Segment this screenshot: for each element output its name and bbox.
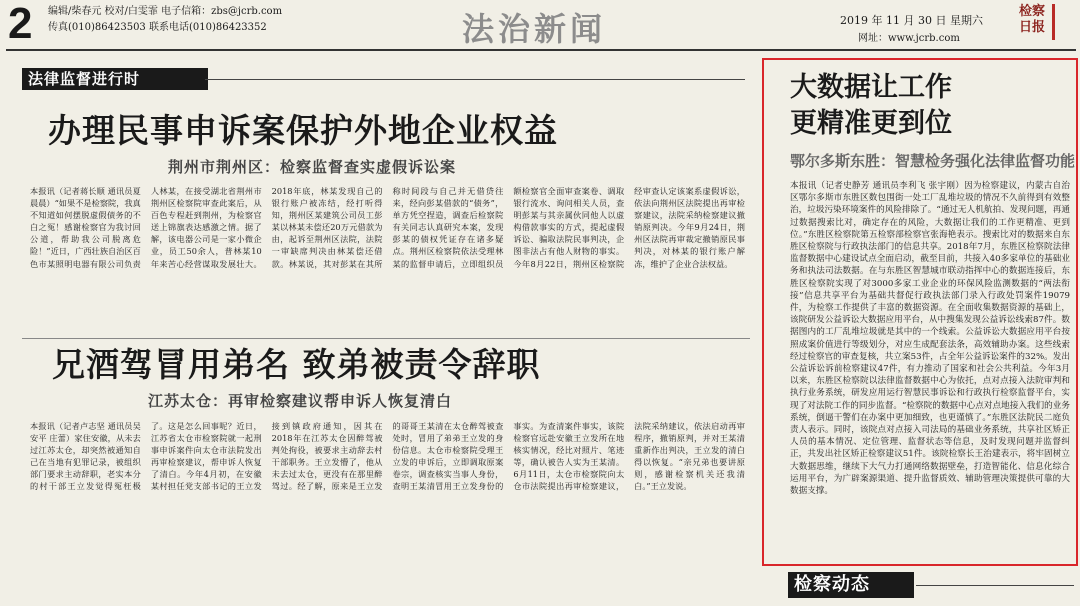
- section-title: 法治新闻: [462, 10, 607, 48]
- article1-headline: 办理民事申诉案保护外地企业权益: [48, 111, 558, 150]
- article2-subheadline: 江苏太仓：再审检察建议帮申诉人恢复清白: [148, 392, 453, 410]
- sidebar-subheadline: 鄂尔多斯东胜：智慧检务强化法律监督功能: [790, 152, 1076, 170]
- page-header: [0, 0, 1080, 50]
- article2-headline: 兄酒驾冒用弟名 致弟被责令辞职: [52, 345, 541, 384]
- article1-subheadline: 荆州市荆州区：检察监督查实虚假诉讼案: [168, 158, 457, 176]
- editors-line: 编辑/柴春元 校对/白雯霏 电子信箱：zbs@jcrb.com: [48, 6, 283, 17]
- issue-date: 2019 年 11 月 30 日 星期六: [840, 14, 983, 27]
- article-divider: [22, 338, 750, 339]
- article2-body: 本报讯（记者卢志坚 通讯员吴安平 庄蕾）家住安徽，从未去过江苏太仓，却突然被通知自己在当地有犯罪记录，被组织部门要求主动辞职，老实本分的村干部王立发觉得冤枉极了。这是怎么回事呢？近日，江苏省太仓市检察院就一起刑事申诉案件向太仓市法院发出再审检察建议，帮申诉人恢复了清白。今年4月初，在安徽某村担任党支部书记的王立发接到镇政府通知，因其在2018年在江苏太仓因醉驾被判处拘役，被要求主动辞去村干部职务。王立发懵了，他从未去过太仓，更没有在那里醉驾过。经了解，原来是王立发的哥哥王某清在太仓醉驾被查处时，冒用了弟弟王立发的身份信息。太仓市检察院受理王立发的申诉后，立即调取原案卷宗，调查核实当事人身份，查明王某清冒用王立发身份的事实。为查清案件事实，该院检察官远赴安徽王立发所在地核实情况，经比对照片、笔迹等，确认被告人实为王某清。6月11日，太仓市检察院向太仓市法院提出再审检察建议，法院采纳建议，依法启动再审程序，撤销原判，并对王某清重新作出判决，王立发的清白得以恢复。“亲兄弟也要讲原则，感谢检察机关还我清白。”王立发说。: [30, 421, 745, 492]
- sidebar-body: 本报讯（记者史静芳 通讯员李利飞 张宇刚）因为检察建议，内蒙古自治区鄂尔多斯市东胜区数包围街一处工厂乱堆垃圾的情况不久前得到有效整治，垃圾污染环境案件的风险排除了。“通过无人机航拍、发现问题，再通过数据搜索比对，确定存在的风险，大数据让我们的工作更精准、更到位。”东胜区检察院第五检察部检察官张海艳表示。搜索比对的数据来自东胜区检察院与行政执法部门的信息共享。2018年7月，东胜区检察院法律监督数据中心建设试点全面启动，截至目前，共接入40多家单位的基础业务和执法司法数据。在与东胜区智慧城市联动指挥中心的数据连接后，东胜区检察院实现了对3000多家工业企业的环保风险监测数据的“两法衔接”信息共享平台为基础共督促行政执法部门录入行政处罚案件19079件，为检察工作提供了丰富的数据资源。在全面收集数据资源的基础上，该院研发公益诉讼大数据应用平台，从中搜集发现公益诉讼线索87件。数据图内的工厂乱堆垃圾就是其中的一个线索。公益诉讼大数据应用平台按照成案价值进行等级划分，对应生成配套法条，高效辅助办案。这些线索经过检察官的审查复核，共立案53件，占全年公益诉讼案件的32%。发出公益诉讼诉前检察建议47件，有力推动了国家和社会公共利益。今年3月以来，东胜区检察院以法律监督数据中心为依托，点对点接入法院审判和执行业务系统，研发应用运行智慧民事诉讼和行政执行检察监督平台，实现了对法院工作的同步监督。“检察院的数据中心点对点地接入我们的业务系统，倒逼干警们在办案中更加细致，也更谨慎了。”东胜区法院民二庭负责人表示。同时，该院点对点接入司法局的基础业务系统，共享社区矫正人员的基本情况、定位管理、监督状态等信息，及时发现问题并监督纠正，共发出社区矫正检察建议51件。该院检察长王治建表示，将牢固树立大数据思维，继续下大气力打通网络数据壁垒，打造智能化、信息化综合运用平台，为广辟案源渠道、提升监督质效、辅助管理决策提供可靠的大数据支撑。: [790, 181, 1070, 497]
- footer-column-banner: 检察动态: [788, 572, 914, 598]
- footer-rule: [916, 585, 1074, 586]
- newspaper-logo: 检察 日报: [1012, 4, 1055, 40]
- column-rule: [205, 79, 745, 80]
- column-banner: 法律监督进行时: [22, 68, 208, 90]
- contacts-line: 传真(010)86423503 联系电话(010)86423352: [48, 22, 267, 33]
- sidebar-headline-line2: 更精准更到位: [790, 108, 952, 139]
- header-rule: [6, 49, 1076, 51]
- article1-body: 本报讯（记者蒋长顺 通讯员夏晨晨）“如果不是检察院，我真不知道如何摆脱虚假债务的不白之冤！感谢检察官为我讨回公道，帮助我公司脱离危险！”近日，广西壮族自治区百色市某照明电器有限公司负责人林某，在接受湖北省荆州市荆州区检察院审查此案后，从百色专程赶到荆州，为检察官送上锦旗表达感激之情。据了解，该电器公司是一家小微企业，员工50余人，普林某10年来苦心经营谋取发展壮大。2018年底，林某发现自己的银行账户被冻结，经打听得知，荆州区某建筑公司员工彭某以林某未偿还20万元借款为由，起诉至荆州区法院，法院一审缺席判决由林某偿还借款。林某说，其对彭某在其所称时间段与自己并无借贷往来，经向彭某借款的“债务”，单方凭空捏造，调查后检察院有关同志认真研究本案，发现彭某的债权凭证存在诸多疑点。荆州区检察院依法受理林某的监督申请后，立即组织员额检察官全面审查案卷、调取银行流水、询问相关人员，查明彭某与其亲属伙同他人以虚构借款事实的方式，提起虚假诉讼、骗取法院民事判决，企图非法占有他人财物的事实。今年8月22日，荆州区检察院经审查认定该案系虚假诉讼，依法向荆州区法院提出再审检察建议，法院采纳检察建议撤销原判决。今年9月24日，荆州区法院再审裁定撤销原民事判决，对林某的银行账户解冻，维护了企业合法权益。: [30, 186, 745, 269]
- page-number: 2: [8, 0, 33, 48]
- website: 网址：www.jcrb.com: [858, 33, 960, 44]
- sidebar-headline-line1: 大数据让工作: [790, 72, 952, 103]
